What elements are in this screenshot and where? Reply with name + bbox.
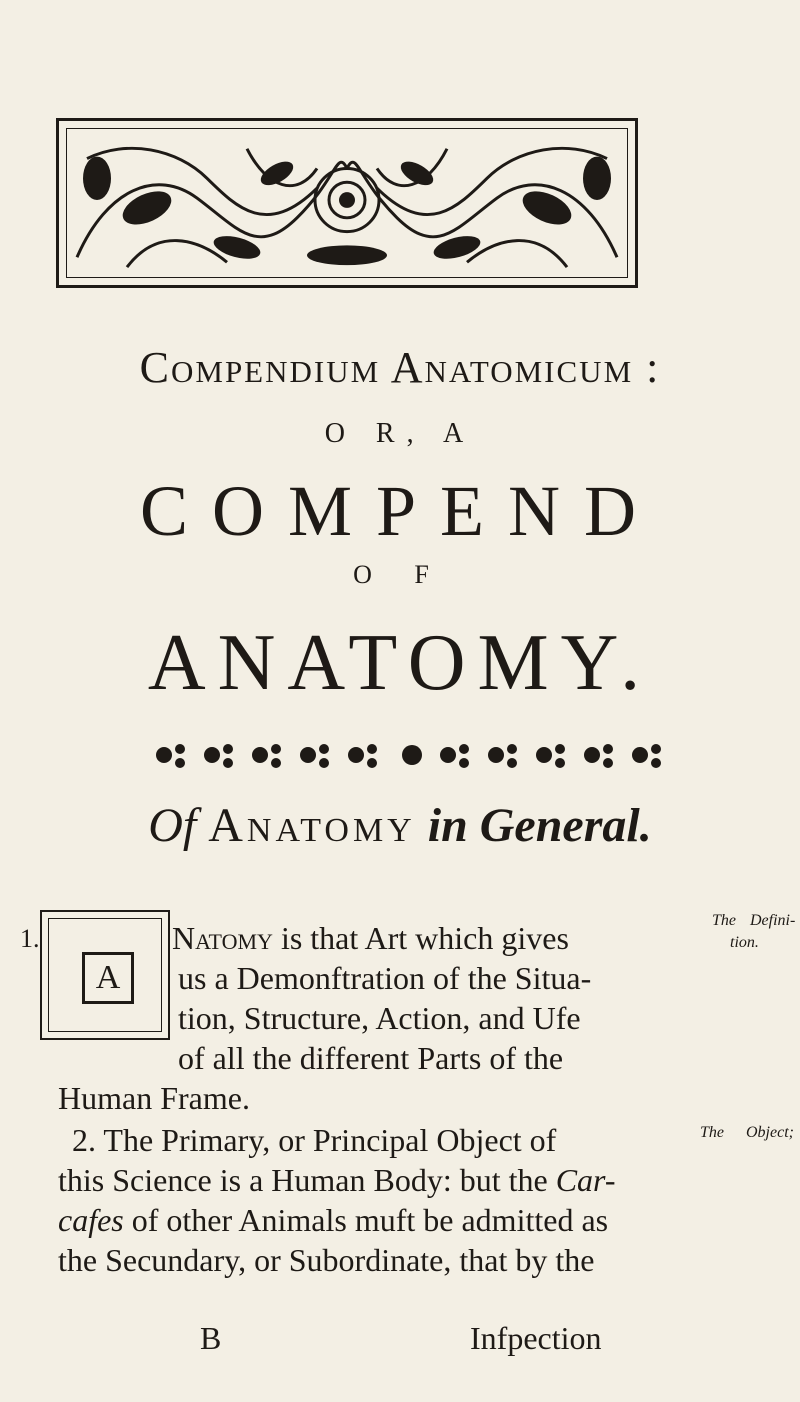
paragraph-1-line-2: us a Demonftration of the Situa- — [178, 960, 592, 996]
initial-letter: A — [82, 952, 134, 1004]
line-3-rest: of other Animals muft be admitted as — [123, 1202, 609, 1238]
line-2-text: this Science is a Human Body: but the — [58, 1162, 556, 1198]
paragraph-1-line-5: Human Frame. — [58, 1080, 250, 1116]
heading-in-general: in General. — [427, 799, 652, 852]
fleuron-row-ornament-icon — [146, 735, 676, 775]
paragraph-number: 1. — [20, 924, 40, 953]
paragraph-1-line-4: of all the different Parts of the — [178, 1040, 564, 1076]
section-heading — [0, 798, 800, 853]
title-latin: Compendium Anatomicum : — [139, 343, 661, 392]
paragraph-2-line-2 — [58, 1160, 616, 1200]
margin-note-the-2: The — [700, 1124, 724, 1141]
title-or-a: O R, A — [324, 418, 476, 449]
paragraph-1-line-3: tion, Structure, Action, and Ufe — [178, 1000, 581, 1036]
heading-anatomy: Anatomy — [208, 799, 416, 852]
heading-of: Of — [148, 799, 197, 852]
decorative-headpiece — [56, 118, 638, 288]
title-compend: COMPEND — [139, 471, 661, 551]
line-2-italic: Car- — [555, 1162, 616, 1198]
scrollwork-ornament-icon — [67, 129, 627, 277]
catchword: Infpection — [470, 1320, 602, 1356]
title-anatomy: ANATOMY. — [147, 619, 653, 707]
paragraph-1-line-1 — [172, 918, 569, 958]
signature-mark: B — [200, 1320, 222, 1356]
paragraph-2-line-4: the Secundary, or Subordinate, that by the — [58, 1242, 595, 1278]
smallcaps-word: Natomy — [172, 920, 273, 956]
line-3-italic: cafes — [58, 1202, 124, 1238]
margin-note-object: Object; — [746, 1124, 794, 1141]
margin-note-tion: tion. — [730, 934, 759, 951]
margin-note-the: The — [712, 912, 736, 929]
decorated-initial — [40, 910, 170, 1040]
paragraph-2-line-1: 2. The Primary, or Principal Object of — [72, 1122, 557, 1158]
margin-note-defini: Defini- — [750, 912, 796, 929]
title-of: O F — [353, 560, 447, 589]
line-1-rest: is that Art which gives — [272, 920, 569, 956]
paragraph-2-line-3 — [58, 1200, 608, 1240]
